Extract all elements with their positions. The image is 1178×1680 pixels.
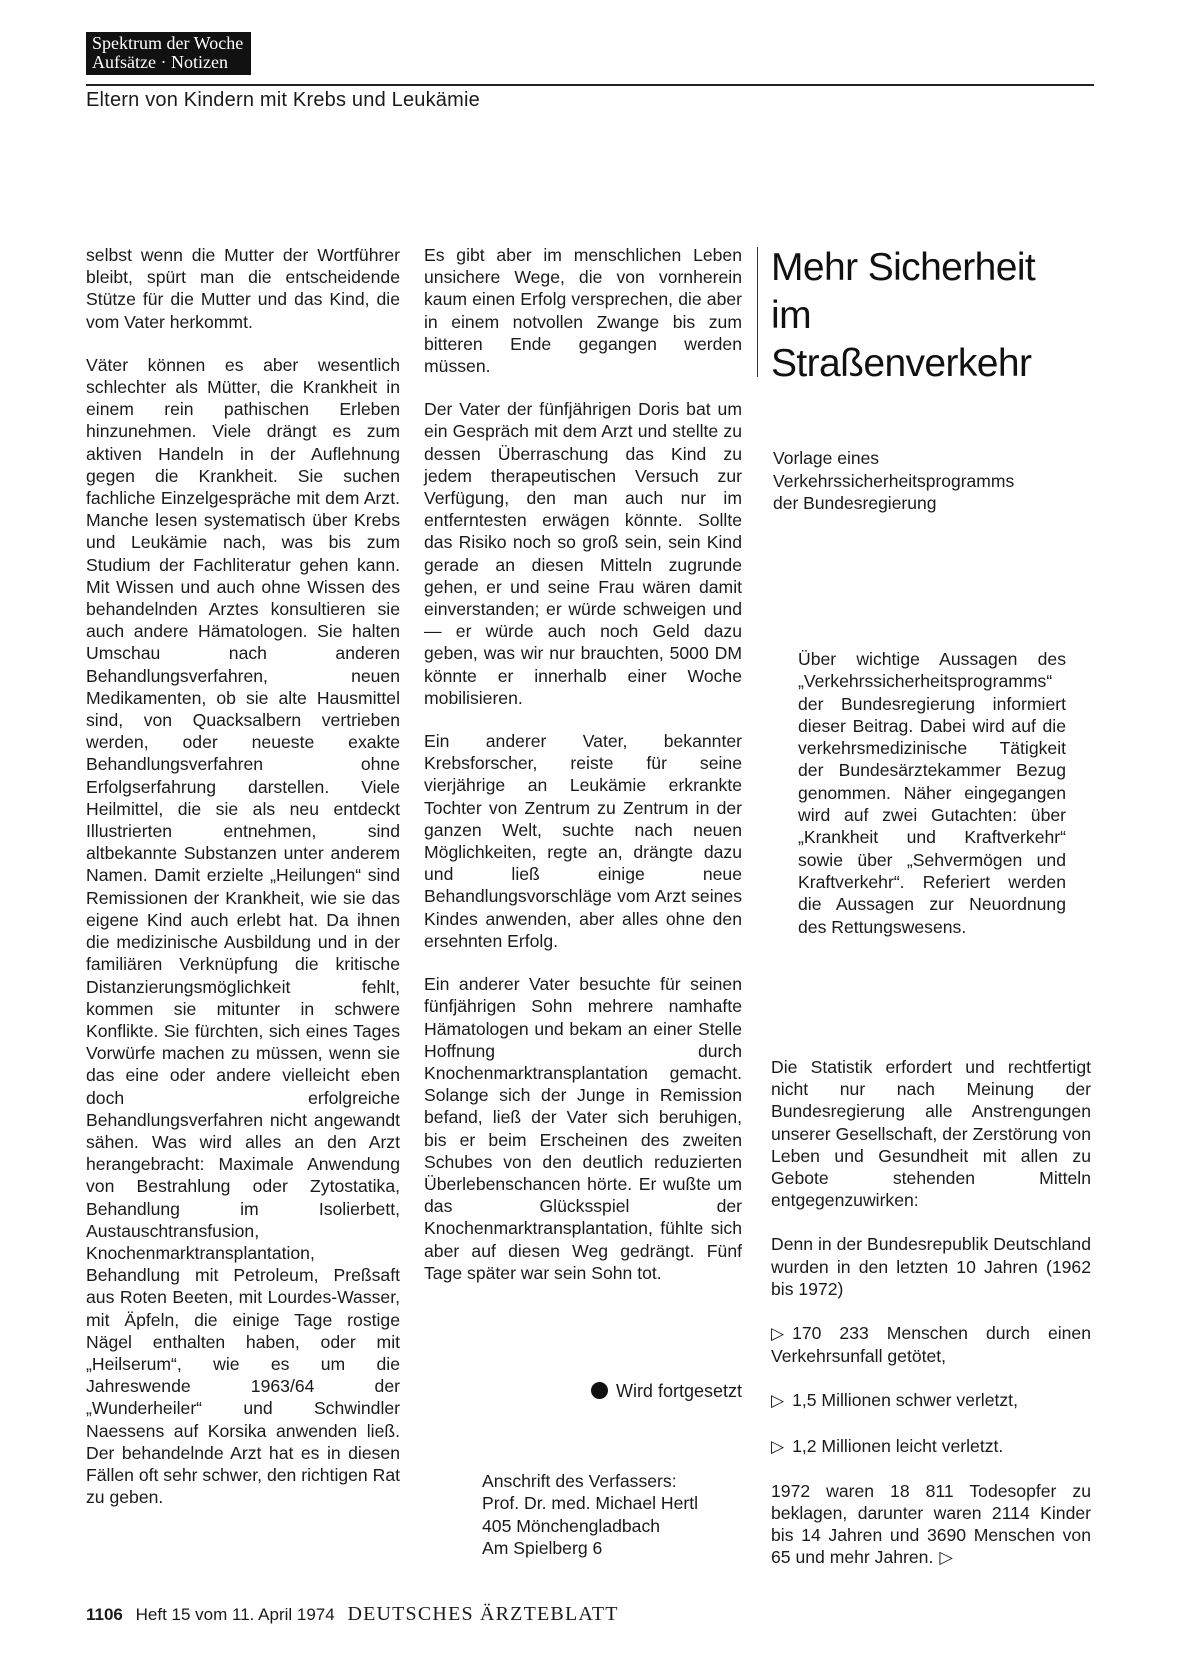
subheadline-line-1: Vorlage eines — [773, 448, 880, 468]
headline-line-1: Mehr Sicherheit — [771, 246, 1036, 289]
address-city: 405 Mönchengladbach — [482, 1515, 661, 1536]
subheadline-line-2: Verkehrssicherheitsprogramms — [773, 470, 1015, 491]
triangle-right-icon: ▷ — [771, 1324, 785, 1344]
bullet-item — [771, 1322, 1091, 1367]
paragraph: Väter können es aber wesentlich schlechter als Mütter, die Krankheit in einem rein pathischen Erleben hinzunehmen. Viele drängt es zum aktiven Handeln in der Auflehnung gegen die Krankheit. Sie suchen fachliche Einzelgespräche mit dem Arzt. Manche lesen systematisch über Krebs und Leukämie nach, was bis zum Studium der Fachliteratur gehen kann. Mit Wissen und auch ohne Wissen des behandelnden Arztes konsultieren sie auch andere Hämatologen. Sie halten Umschau nach anderen Behandlungsverfahren, neuen Medikamenten, ob sie alte Hausmittel sind, von Quacksalbern vertrieben werden, oder neueste exakte Behandlungsverfahren ohne Erfolgserfahrung darstellen. Viele Heilmittel, die sie als neu entdeckt Illustrierten entnehmen, sind altbekannte Substanzen unter anderem Namen. Damit erzielte „Heilungen“ sind Remissionen der Krankheit, wie sie das eigene Kind auch erlebt hat. Da ihnen die medizinische Ausbildung und in der familiären Verknüpfung die kritische Distanzierungsmöglichkeit fehlt, kommen sie mitunter in schwere Konflikte. Sie fürchten, sich eines Tages Vorwürfe machen zu müssen, wenn sie das eine oder andere vielleicht eben doch erfolgreiche Behandlungsverfahren nicht angewandt sähen. Was wird alles an den Arzt herangebracht: Maximale Anwendung von Bestrahlung oder Zytostatika, Behandlung im Isolierbett, Austauschtransfusion, Knochenmarktransplantation, Behandlung mit Petroleum, Preßsaft aus Roten Beeten, mit Lourdes-Wasser, mit Äpfeln, die einige Tage rostige Nägel enthalten haben, oder mit „Heilserum“, wie es um die Jahreswende 1963/64 der „Wunderheiler“ und Schwindler Naessens auf Korsika anwenden ließ. Der behandelnde Arzt hat es in diesen Fällen oft sehr schwer, den richtigen Rat zu geben. — [86, 354, 400, 1508]
section-badge-line-2: Aufsätze · Notizen — [92, 52, 228, 72]
article-subheadline — [773, 447, 1093, 515]
address-name: Prof. Dr. med. Michael Hertl — [482, 1493, 699, 1514]
bullet-item — [771, 1389, 1091, 1412]
paragraph: Es gibt aber im menschlichen Leben unsichere Wege, die von vornherein kaum einen Erfolg versprechen, die aber in einem notvollen Zwange bis zum bitteren Ende gegangen werden müssen. — [424, 245, 742, 377]
header-rule — [86, 84, 1094, 86]
column-divider — [757, 247, 758, 377]
page-number: 1106 — [86, 1605, 123, 1624]
bullet-text: 170 233 Menschen durch einen Verkehrsunfall getötet, — [771, 1323, 1091, 1367]
headline-line-2: im — [771, 294, 811, 337]
section-badge-line-1: Spektrum der Woche — [92, 33, 244, 53]
continued-label: Wird fortgesetzt — [615, 1381, 742, 1401]
triangle-right-icon: ▷ — [939, 1547, 953, 1568]
magazine-title: DEUTSCHES ÄRZTEBLATT — [347, 1603, 619, 1625]
article-column-2 — [424, 244, 742, 1305]
paragraph — [771, 1480, 1091, 1569]
article-column-3 — [771, 1056, 1091, 1591]
running-topic: Eltern von Kindern mit Krebs und Leukämie — [86, 89, 480, 111]
article-headline — [771, 244, 1091, 388]
headline-line-3: Straßenverkehr — [771, 342, 1032, 385]
author-address — [482, 1470, 752, 1560]
article-column-1 — [86, 244, 400, 1529]
continued-note — [566, 1381, 742, 1402]
bullet-text: 1,5 Millionen schwer verletzt, — [792, 1390, 1018, 1411]
triangle-right-icon: ▷ — [771, 1391, 785, 1411]
address-label: Anschrift des Verfassers: — [482, 1471, 677, 1491]
address-street: Am Spielberg 6 — [482, 1538, 603, 1559]
article-abstract: Über wichtige Aussagen des „Verkehrssicherheitsprogramms“ der Bundesregierung informiert dieser Beitrag. Dabei wird auf die verkehrsmedizinische Tätigkeit der Bundesärztekammer Bezug genommen. Näher eingegangen wird auf zwei Gutachten: über „Krankheit und Kraftverkehr“ sowie über „Sehvermögen und Kraftverkehr“. Referiert werden die Aussagen zur Neuordnung des Rettungswesens. — [798, 649, 1066, 937]
filled-circle-icon — [591, 1382, 608, 1399]
page-footer — [86, 1603, 619, 1626]
bullet-item — [771, 1435, 1091, 1458]
triangle-right-icon: ▷ — [771, 1436, 785, 1456]
paragraph: Ein anderer Vater besuchte für seinen fünfjährigen Sohn mehrere namhafte Hämatologen und bekam an einer Stelle Hoffnung durch Knochenmarktransplantation gemacht. Solange sich der Junge in Remission befand, ließ der Vater sich beruhigen, bis er beim Erscheinen des zweiten Schubes von den deutlich reduzierten Überlebenschancen hörte. Er wußte um das Glücksspiel der Knochenmarktransplantation, fühlte sich aber auf diesen Weg gedrängt. Fünf Tage später war sein Sohn tot. — [424, 974, 742, 1283]
paragraph: Der Vater der fünfjährigen Doris bat um ein Gespräch mit dem Arzt und stellte zu dessen Überraschung das Kind zu jedem therapeutischen Versuch zur Verfügung, den man auch nur im entferntesten erwägen könnte. Sollte das Risiko noch so groß sein, sein Kind gerade an diesen Mitteln zugrunde gehen, er und seine Frau wären damit einverstanden; er würde schweigen und — er würde auch noch Geld dazu geben, was wir nur brauchten, 5000 DM könnte er innerhalb einer Woche mobilisieren. — [424, 399, 742, 708]
paragraph: Denn in der Bundesrepublik Deutschland wurden in den letzten 10 Jahren (1962 bis 1972) — [771, 1234, 1091, 1299]
paragraph: Ein anderer Vater, bekannter Krebsforscher, reiste für seine vierjährige an Leukämie erkrankte Tochter von Zentrum zu Zentrum in der ganzen Welt, suchte nach neuen Möglichkeiten, regte an, drängte dazu und ließ einige neue Behandlungsvorschläge vom Arzt seines Kindes anwenden, aber alles ohne den ersehnten Erfolg. — [424, 731, 742, 951]
bullet-text: 1,2 Millionen leicht verletzt. — [792, 1435, 1004, 1456]
paragraph: Die Statistik erfordert und rechtfertigt nicht nur nach Meinung der Bundesregierung alle Anstrengungen unserer Gesellschaft, der Zerstörung von Leben und Gesundheit mit allen zu Gebote stehenden Mitteln entgegenzuwirken: — [771, 1057, 1091, 1211]
paragraph: selbst wenn die Mutter der Wortführer bleibt, spürt man die entscheidende Stütze für die Mutter und das Kind, die vom Vater herkommt. — [86, 245, 400, 332]
subheadline-line-3: der Bundesregierung — [773, 493, 937, 513]
issue-info: Heft 15 vom 11. April 1974 — [135, 1605, 335, 1624]
paragraph-text: 1972 waren 18 811 Todesopfer zu beklagen, darunter waren 2114 Kinder bis 14 Jahren und 3690 Menschen von 65 und mehr Jahren. — [771, 1480, 1091, 1568]
section-badge — [86, 32, 251, 75]
